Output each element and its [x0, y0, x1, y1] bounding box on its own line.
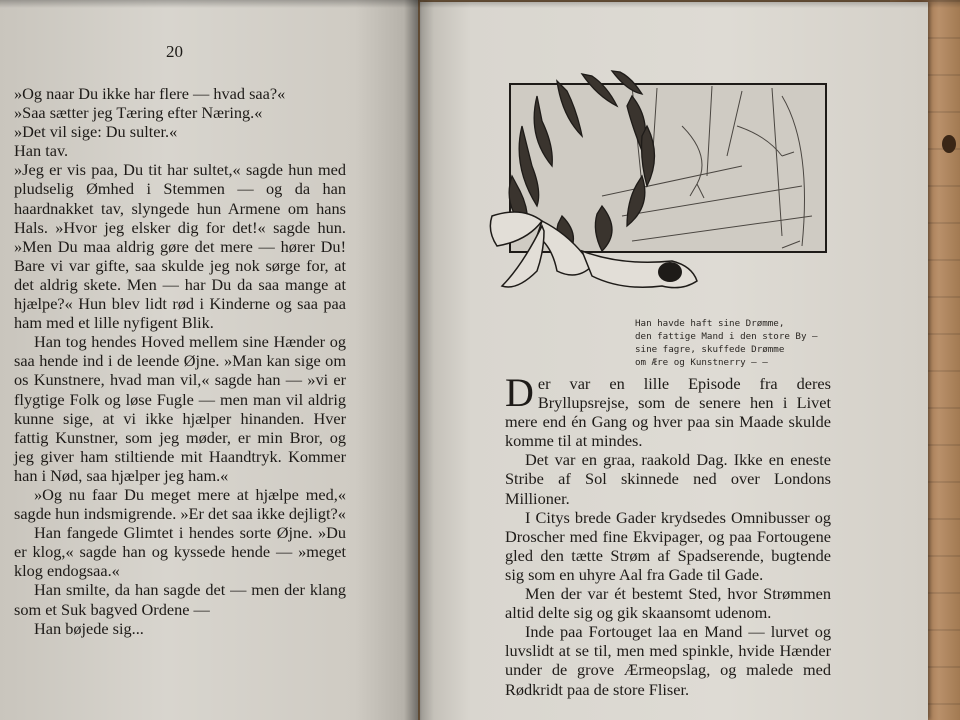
illustration-caption [635, 317, 835, 369]
caption-line: om Ære og Kunstnerry — — [635, 357, 768, 368]
right-page-text [505, 370, 831, 699]
paragraph: Men der var ét bestemt Sted, hvor Strømmen altid delte sig og gik skaansomt udenom. [505, 584, 831, 623]
top-shadow [0, 0, 960, 8]
book-gutter [404, 0, 434, 720]
page-number: 20 [166, 42, 183, 61]
paragraph: Han tog hendes Hoved mellem sine Hænder og saa hende ind i de leende Øjne. »Man kan sige om os Kunstnere, hvad man vil,« sagde han — »vi er flygtige Folk og løse Fugle — men man vil aldrig kunne sige, at vi ikke hjælper hinanden. Hver fattig Kunstner, som jeg møder, er min Bror, og jeg giver ham stiltiende mit Haandtryk. Kommer han i Nød, saa hjælper jeg ham.« [14, 332, 346, 485]
paragraph: »Og nu faar Du meget mere at hjælpe med,« sagde hun indsmigrende. »Er det saa ikke dejligt?« [14, 484, 346, 524]
paragraph: Han tav. [14, 141, 69, 161]
paragraph: Han smilte, da han sagde det — men der klang som et Suk bagved Ordene — [14, 580, 346, 619]
left-page [0, 0, 418, 720]
laurel-wreath-illustration [482, 66, 832, 306]
paragraph: »Og naar Du ikke har flere — hvad saa?« [14, 84, 286, 103]
caption-line: sine fagre, skuffede Drømme [635, 344, 785, 355]
paragraph: Det var en graa, raakold Dag. Ikke en eneste Stribe af Sol skinnede ned over Londons Millioner. [505, 450, 831, 508]
paragraph: »Saa sætter jeg Tæring efter Næring.« [14, 103, 263, 123]
paragraph-text: er var en lille Episode fra deres Bryllupsrejse, som de senere hen i Livet mere end én Gang og hver paa sin Maade skulde komme til at mindes. [505, 374, 831, 451]
wood-knot [942, 135, 956, 153]
caption-line: den fattige Mand i den store By — [635, 331, 818, 342]
paragraph: Inde paa Fortouget laa en Mand — lurvet og luvslidt at se til, men med spinkle, hvide Hænder under de grove Ærmeopslag, og malede med Rødkridt paa de store Fliser. [505, 622, 831, 699]
paragraph: »Det vil sige: Du sulter.« [14, 122, 178, 142]
paragraph: Han bøjede sig... [34, 618, 144, 638]
left-page-text [14, 84, 346, 638]
caption-line: Han havde haft sine Drømme, [635, 318, 785, 329]
paragraph-first [505, 370, 831, 451]
paragraph: »Jeg er vis paa, Du tit har sultet,« sagde hun med pludselig Ømhed i Stemmen — og da han haardnakket tav, slyngede hun Armene om hans Hals. »Hvor jeg elsker dig for det!« sagde hun. »Men Du maa aldrig gøre det mere — hører Du! Bare vi var gifte, saa skulde jeg nok sørge for, at det aldrig skete. Men — har Du da saa mange at hjælpe?« Hun blev lidt rød i Kinderne og saa paa ham med et lille nyfigent Blik. [14, 160, 346, 333]
right-page [420, 2, 928, 720]
paragraph: I Citys brede Gader krydsedes Omnibusser og Droscher med fine Ekvipager, og paa Fortougene gled den tætte Strøm af Spadserende, bugtende sig som en uhyre Aal fra Gade til Gade. [505, 507, 831, 584]
drop-cap: D [505, 370, 534, 415]
paragraph: Han fangede Glimtet i hendes sorte Øjne. »Du er klog,« sagde han og kyssede hende — »meget klog endogsaa.« [14, 523, 346, 581]
